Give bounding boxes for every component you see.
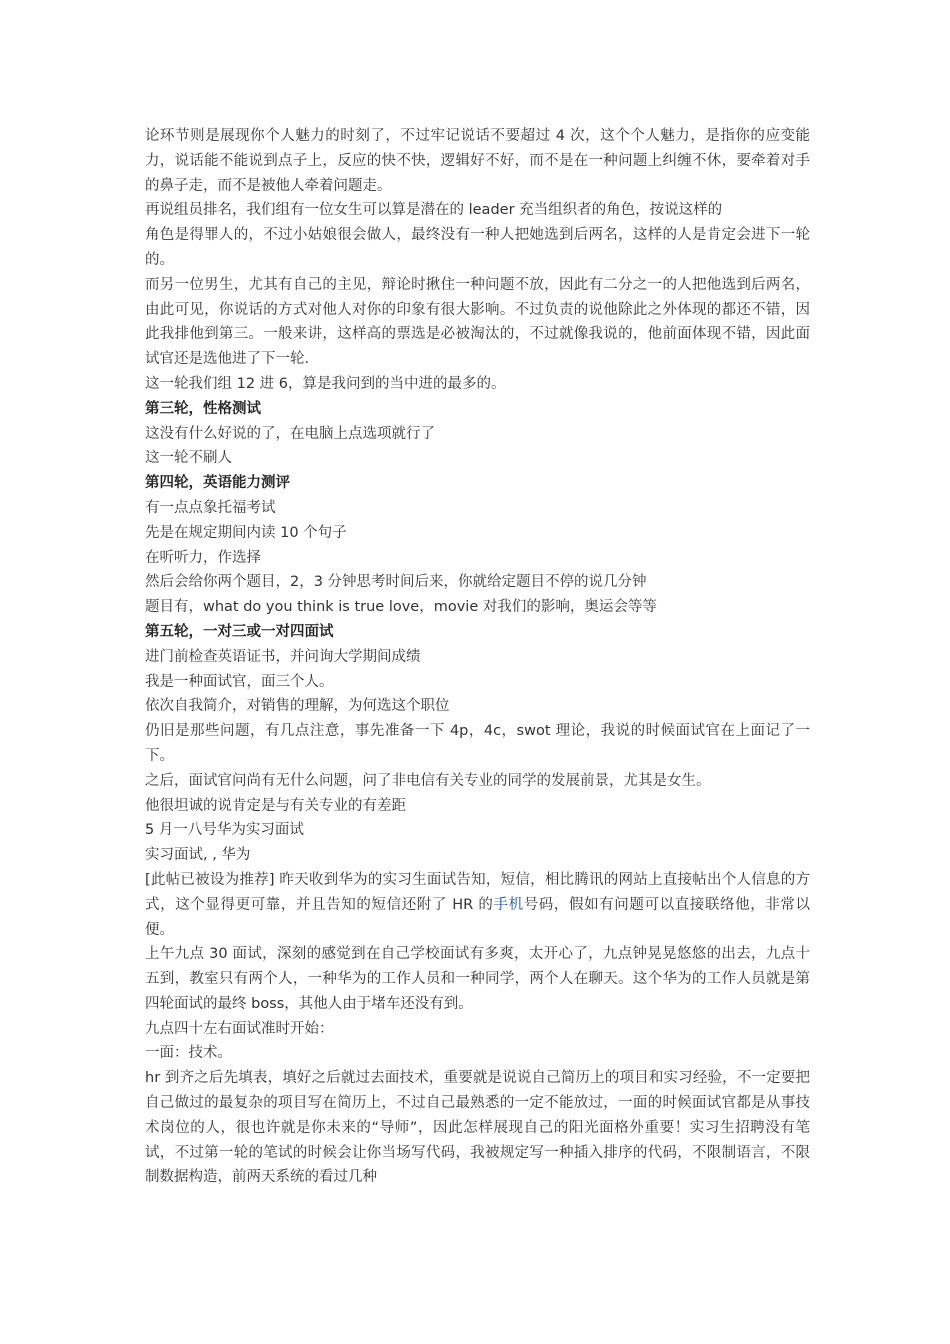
section-heading-round-4: 第四轮，英语能力测评 [145, 475, 290, 492]
section-heading-round-5: 第五轮，一对三或一对四面试 [145, 623, 334, 640]
paragraph: 这没有什么好说的了，在电脑上点选项就行了 [145, 425, 435, 442]
paragraph: 5 月一八号华为实习面试 [145, 822, 304, 839]
paragraph: 九点四十左右面试准时开始： [145, 1020, 334, 1037]
paragraph: 之后，面试官问尚有无什么问题，问了非电信有关专业的同学的发展前景，尤其是女生。 [145, 772, 711, 789]
paragraph: 角色是得罪人的，不过小姑娘很会做人，最终没有一种人把她选到后两名，这样的人是肯定会进下一轮的。 [145, 227, 810, 268]
paragraph: 一面：技术。 [145, 1045, 232, 1062]
paragraph: 然后会给你两个题目，2，3 分钟思考时间后来，你就给定题目不停的说几分钟 [145, 574, 647, 591]
phone-link[interactable]: 手机 [493, 896, 524, 913]
paragraph: 上午九点 30 面试，深刻的感觉到在自己学校面试有多爽，太开心了，九点钟晃晃悠悠的出去，九点十五到，教室只有两个人，一种华为的工作人员和一种同学，两个人在聊天。这个华为的工作人员就是第四轮面试的最终 boss，其他人由于堵车还没有到。 [145, 946, 810, 1012]
paragraph: 这一轮我们组 12 进 6，算是我问到的当中进的最多的。 [145, 375, 506, 392]
paragraph: 题目有，what do you think is true love，movie 对我们的影响，奥运会等等 [145, 599, 657, 616]
paragraph: 进门前检查英语证书，并问询大学期间成绩 [145, 648, 421, 665]
paragraph: 这一轮不刷人 [145, 450, 232, 467]
paragraph: 再说组员排名，我们组有一位女生可以算是潜在的 leader 充当组织者的角色，按说这样的 [145, 202, 723, 219]
paragraph: 而另一位男生，尤其有自己的主见，辩论时揪住一种问题不放，因此有二分之一的人把他选到后两名，由此可见，你说话的方式对他人对你的印象有很大影响。不过负责的说他除此之外体现的都还不错，因此我排他到第三。一般来讲，这样高的票选是必被淘汰的，不过就像我说的，他前面体现不错，因此面试官还是选他进了下一轮. [145, 276, 810, 368]
paragraph-text: [此帖已被设为推荐] 昨天收到华为的实习生面试告知，短信，相比腾讯的网站上直接帖出个人信息的方式，这个显得更可靠，并且告知的短信还附了 HR 的 [145, 871, 810, 913]
paragraph: 仍旧是那些问题，有几点注意，事先准备一下 4p，4c，swot 理论，我说的时候面试官在上面记了一下。 [145, 723, 810, 764]
section-heading-round-3: 第三轮，性格测试 [145, 400, 261, 417]
paragraph: 有一点点象托福考试 [145, 499, 276, 516]
paragraph-text: 号码，假如有问题可以直接联络他，非常以便。 [145, 896, 811, 938]
paragraph: 依次自我简介，对销售的理解，为何选这个职位 [145, 698, 450, 715]
document-page [145, 124, 810, 1190]
paragraph: 实习面试, , 华为 [145, 847, 251, 864]
paragraph: hr 到齐之后先填表，填好之后就过去面技术，重要就是说说自己简历上的项目和实习经验，不一定要把自己做过的最复杂的项目写在简历上，不过自己最熟悉的一定不能放过，一面的时候面试官都是从事技术岗位的人，很也许就是你未来的“导师”，因此怎样展现自己的阳光面格外重要！实习生招聘没有笔试，不过第一轮的笔试的时候会让你当场写代码，我被规定写一种插入排序的代码，不限制语言，不限制数据构造，前两天系统的看过几种 [145, 1070, 810, 1186]
paragraph-with-link [145, 868, 810, 942]
paragraph: 先是在规定期间内读 10 个句子 [145, 524, 347, 541]
paragraph: 我是一种面试官，面三个人。 [145, 673, 334, 690]
paragraph: 他很坦诚的说肯定是与有关专业的有差距 [145, 797, 406, 814]
paragraph: 在听听力，作选择 [145, 549, 261, 566]
paragraph: 论环节则是展现你个人魅力的时刻了，不过牢记说话不要超过 4 次，这个个人魅力，是指你的应变能力，说话能不能说到点子上，反应的快不快，逻辑好不好，而不是在一种问题上纠缠不休，要牵着对手的鼻子走，而不是被他人牵着问题走。 [145, 128, 810, 194]
